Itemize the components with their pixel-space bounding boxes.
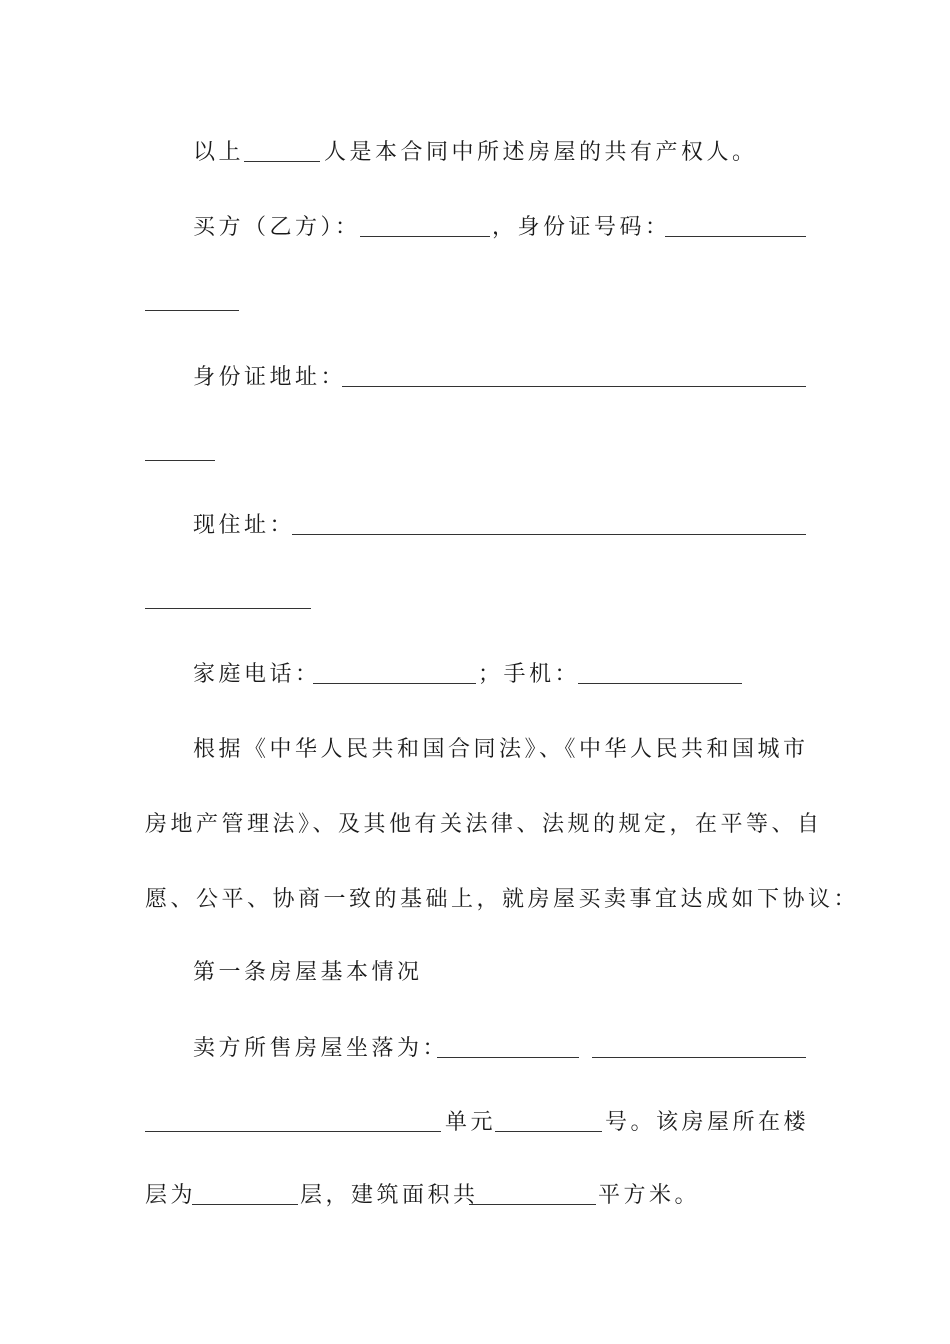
basis-paragraph-line-1: 根据《中华人民共和国合同法》、《中华人民共和国城市	[193, 737, 809, 762]
id-address-blank[interactable]	[342, 386, 806, 387]
area-label: 层，建筑面积共	[300, 1183, 479, 1208]
current-address-label: 现住址：	[193, 513, 296, 538]
room-number-suffix: 号。该房屋所在楼	[605, 1110, 810, 1135]
floor-blank[interactable]	[192, 1204, 298, 1205]
home-phone-blank[interactable]	[313, 683, 476, 684]
basis-paragraph-line-3: 愿、公平、协商一致的基础上，就房屋买卖事宜达成如下协议：	[145, 887, 860, 912]
area-blank[interactable]	[469, 1204, 596, 1205]
property-location-label: 卖方所售房屋坐落为：	[193, 1036, 449, 1061]
id-address-label: 身份证地址：	[193, 365, 347, 390]
location-blank-1[interactable]	[437, 1057, 579, 1058]
owners-prefix: 以上	[193, 140, 245, 165]
id-address-blank-cont[interactable]	[145, 460, 215, 461]
id-number-blank-cont[interactable]	[145, 310, 239, 311]
owners-suffix: 人是本合同中所述房屋的共有产权人。	[324, 140, 758, 165]
article-1-heading: 第一条房屋基本情况	[193, 960, 423, 985]
id-number-blank[interactable]	[665, 236, 806, 237]
location-blank-2[interactable]	[592, 1057, 806, 1058]
building-blank[interactable]	[145, 1131, 441, 1132]
mobile-blank[interactable]	[578, 683, 742, 684]
basis-paragraph-line-2: 房地产管理法》、及其他有关法律、法规的规定，在平等、自	[145, 812, 823, 837]
current-address-blank[interactable]	[292, 534, 806, 535]
home-phone-label: 家庭电话：	[193, 662, 321, 687]
mobile-label: ；手机：	[478, 662, 581, 687]
id-number-label: ，身份证号码：	[492, 215, 671, 240]
owner-count-blank[interactable]	[244, 161, 320, 162]
unit-number-blank[interactable]	[495, 1131, 602, 1132]
area-unit: 平方米。	[598, 1183, 701, 1208]
current-address-blank-cont[interactable]	[145, 608, 311, 609]
floor-label: 层为	[145, 1183, 197, 1208]
buyer-label: 买方（乙方）：	[193, 215, 361, 240]
buyer-name-blank[interactable]	[360, 236, 490, 237]
unit-label: 单元	[445, 1110, 497, 1135]
